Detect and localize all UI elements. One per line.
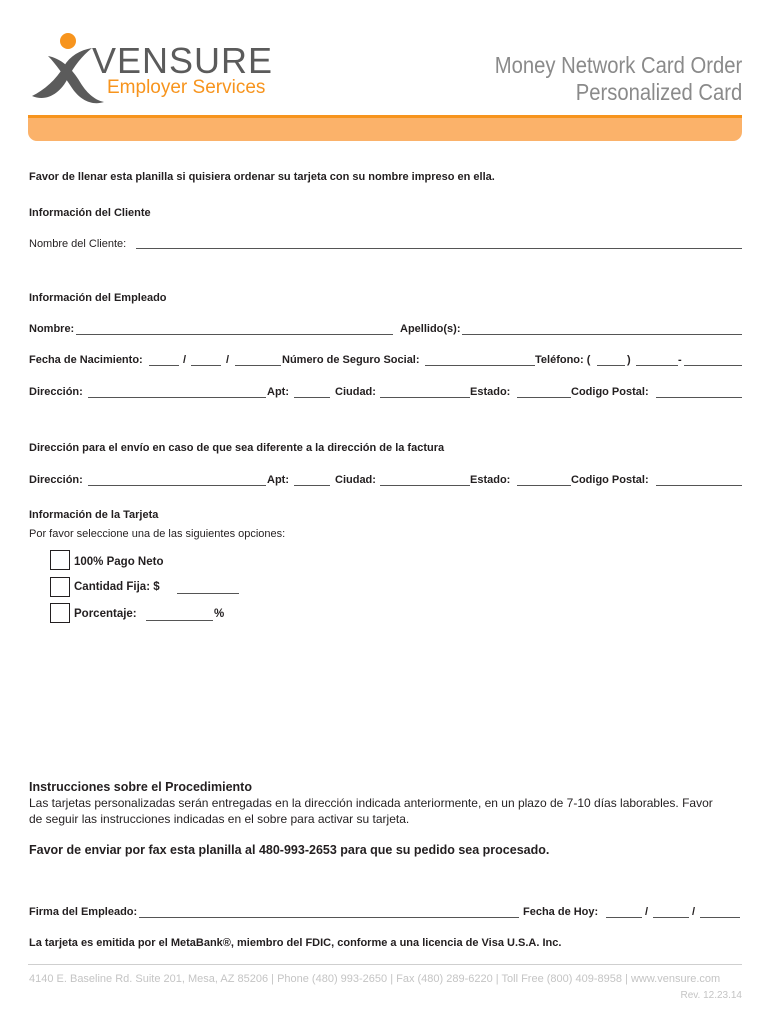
dob-year-field[interactable] xyxy=(235,365,281,366)
last-name-field[interactable] xyxy=(462,334,742,335)
ssn-label: Número de Seguro Social: xyxy=(282,354,420,366)
state-label: Estado: xyxy=(470,386,511,398)
client-section-heading: Información del Cliente xyxy=(29,207,151,219)
ship-address-label: Dirección: xyxy=(29,474,83,486)
address-field[interactable] xyxy=(88,397,266,398)
ship-state-field[interactable] xyxy=(517,485,571,486)
state-field[interactable] xyxy=(517,397,571,398)
today-sep-1: / xyxy=(645,906,649,918)
dob-sep-1: / xyxy=(183,354,187,366)
phone-area-field[interactable] xyxy=(597,365,625,366)
instructions-body-line2: de seguir las instrucciones indicadas en el sobre para activar su tarjeta. xyxy=(29,812,410,826)
form-title: Money Network Card Order xyxy=(494,52,742,78)
ship-city-label: Ciudad: xyxy=(335,474,376,486)
city-field[interactable] xyxy=(380,397,470,398)
today-date-label: Fecha de Hoy: xyxy=(523,906,599,918)
phone-label: Teléfono: ( xyxy=(535,354,591,366)
phone-line-field[interactable] xyxy=(684,365,742,366)
form-subtitle: Personalized Card xyxy=(575,79,742,105)
dob-label: Fecha de Nacimiento: xyxy=(29,354,143,366)
option-percentage-checkbox[interactable] xyxy=(50,603,70,623)
option-fixed-amount-label: Cantidad Fija: $ xyxy=(74,581,160,593)
option-net-pay-label: 100% Pago Neto xyxy=(74,556,164,568)
brand-name: VENSURE xyxy=(92,40,274,81)
ship-city-field[interactable] xyxy=(380,485,470,486)
card-section-subheading: Por favor seleccione una de las siguientes opciones: xyxy=(29,528,286,540)
option-net-pay-checkbox[interactable] xyxy=(50,550,70,570)
card-section-heading: Información de la Tarjeta xyxy=(29,509,159,521)
apt-label: Apt: xyxy=(267,386,289,398)
client-name-label: Nombre del Cliente: xyxy=(29,238,127,250)
fax-note: Favor de enviar por fax esta planilla al 480-993-2653 para que su pedido sea procesado. xyxy=(29,843,550,857)
signature-label: Firma del Empleado: xyxy=(29,906,138,918)
today-day-field[interactable] xyxy=(653,917,689,918)
ship-zip-field[interactable] xyxy=(656,485,742,486)
employee-section-heading: Información del Empleado xyxy=(29,292,167,304)
intro-text: Favor de llenar esta planilla si quisiera ordenar su tarjeta con su nombre impreso en ella. xyxy=(29,171,495,183)
instructions-body-line1: Las tarjetas personalizadas serán entregadas en la dirección indicada anteriormente, en un plazo de 7-10 días laborables. Favor xyxy=(29,796,713,810)
phone-paren-close: ) xyxy=(627,354,631,366)
brand-tagline: Employer Services xyxy=(107,77,266,98)
fixed-amount-field[interactable] xyxy=(177,593,239,594)
apt-field[interactable] xyxy=(294,397,330,398)
vensure-logo xyxy=(26,30,276,120)
city-label: Ciudad: xyxy=(335,386,376,398)
first-name-field[interactable] xyxy=(76,334,393,335)
client-name-field[interactable] xyxy=(136,248,742,249)
ship-apt-label: Apt: xyxy=(267,474,289,486)
footer-contact: 4140 E. Baseline Rd. Suite 201, Mesa, AZ 85206 | Phone (480) 993-2650 | Fax (480) 289-6220 | Toll Free (800) 409-8958 | www.vensure.com xyxy=(29,973,721,985)
today-month-field[interactable] xyxy=(606,917,642,918)
percentage-field[interactable] xyxy=(146,620,213,621)
ssn-field[interactable] xyxy=(425,365,535,366)
address-label: Dirección: xyxy=(29,386,83,398)
instructions-heading: Instrucciones sobre el Procedimiento xyxy=(29,780,252,794)
today-sep-2: / xyxy=(692,906,696,918)
zip-field[interactable] xyxy=(656,397,742,398)
dob-sep-2: / xyxy=(226,354,230,366)
footer-divider xyxy=(28,964,742,965)
shipping-section-heading: Dirección para el envío en caso de que sea diferente a la dirección de la factura xyxy=(29,442,445,454)
zip-label: Codigo Postal: xyxy=(571,386,649,398)
header-orange-band xyxy=(28,115,742,141)
first-name-label: Nombre: xyxy=(29,323,75,335)
ship-state-label: Estado: xyxy=(470,474,511,486)
ship-address-field[interactable] xyxy=(88,485,266,486)
today-year-field[interactable] xyxy=(700,917,740,918)
option-fixed-amount-checkbox[interactable] xyxy=(50,577,70,597)
phone-dash: - xyxy=(678,354,682,366)
percent-sign: % xyxy=(214,608,225,620)
phone-prefix-field[interactable] xyxy=(636,365,678,366)
dob-month-field[interactable] xyxy=(149,365,179,366)
option-percentage-label: Porcentaje: xyxy=(74,608,137,620)
disclaimer: La tarjeta es emitida por el MetaBank®, miembro del FDIC, conforme a una licencia de Visa U.S.A. Inc. xyxy=(29,937,562,949)
ship-apt-field[interactable] xyxy=(294,485,330,486)
signature-field[interactable] xyxy=(139,917,519,918)
footer-revision: Rev. 12.23.14 xyxy=(680,990,742,1001)
ship-zip-label: Codigo Postal: xyxy=(571,474,649,486)
last-name-label: Apellido(s): xyxy=(400,323,461,335)
dob-day-field[interactable] xyxy=(191,365,221,366)
